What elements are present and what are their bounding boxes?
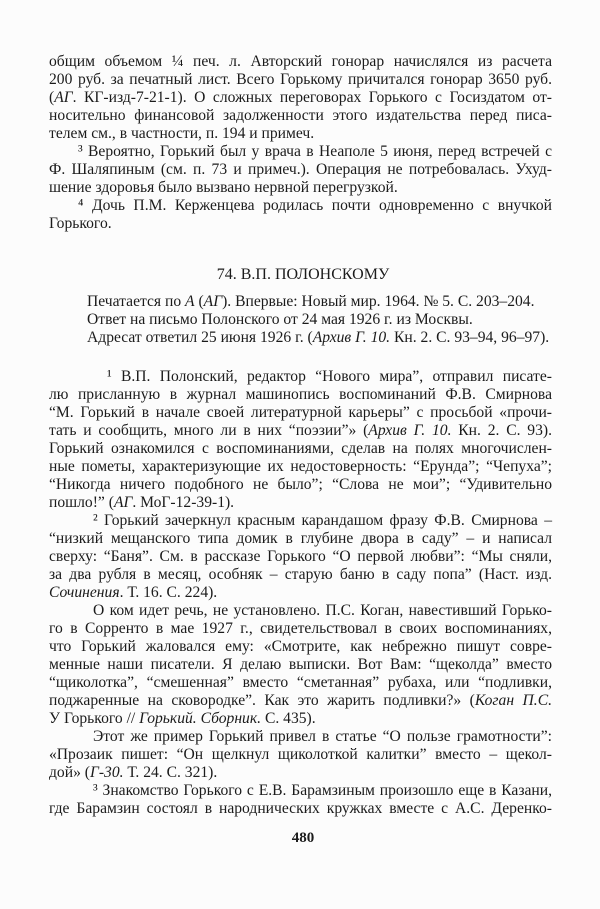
italic-reference: Архив Г. 10. — [368, 422, 452, 439]
paragraph — [49, 143, 552, 197]
paragraph — [49, 368, 552, 512]
text-line: (АГ. КГ-изд-7-21-1). О сложных переговорах Горького с Госиздатом от- — [49, 89, 552, 106]
text-line: общим объемом ¼ печ. л. Авторский гонорар начислялся из расчета — [49, 53, 552, 70]
source-info — [87, 293, 557, 347]
text-line: Ответ на письмо Полонского от 24 мая 1926 г. из Москвы. — [87, 311, 473, 328]
text-line: Этот же пример Горький привел в статье “О пользе грамотности”: — [93, 728, 552, 745]
text-line: менные наши писатели. Я делаю выписки. Вот Вам: “щеколда” вместо — [49, 656, 552, 673]
text-line: го в Сорренто в мае 1927 г., свидетельствовал в своих воспоминаниях, — [49, 620, 552, 637]
paragraph — [87, 293, 557, 347]
text-line: ⁴ Дочь П.М. Керженцева родилась почти одновременно с внучкой — [78, 197, 552, 214]
text-line: Сочинения. Т. 16. С. 224). — [49, 584, 218, 601]
text-line: «Прозаик пишет: “Он щелкнул щиколоткой калитки” вместо – щекол- — [49, 746, 552, 763]
text-line: “щиколотка”, “смешенная” вместо “сметанная” рубаха, или “подливки, — [49, 674, 552, 691]
text-line: Горький ознакомился с воспоминаниями, сделав на полях многочислен- — [49, 440, 552, 457]
italic-reference: Коган П.С. — [474, 692, 552, 709]
letter-heading: 74. В.П. ПОЛОНСКОМУ — [216, 266, 390, 283]
text-line: что Горький жаловался ему: «Смотрите, как небрежно пишут совре- — [49, 638, 552, 655]
page-number: 480 — [291, 830, 315, 846]
text-line: носительно финансовой задолженности этого издательства перед писа- — [49, 107, 552, 124]
text-line: ² Горький зачеркнул красным карандашом фразу Ф.В. Смирнова – — [93, 512, 552, 529]
text-line: тать и сообщить, много ли в них “поэзии”» (Архив Г. 10. Кн. 2. С. 93). — [49, 422, 552, 439]
text-line: сверху: “Баня”. См. в рассказе Горького “О первой любви”: “Мы сняли, — [49, 548, 552, 565]
paragraph — [49, 782, 552, 818]
text-line: У Горького // Горький. Сборник. С. 435). — [49, 710, 316, 727]
text-line: ³ Вероятно, Горький был у врача в Неаполе 5 июня, перед встречей с — [78, 143, 552, 160]
text-line: Печатается по А (АГ). Впервые: Новый мир. 1964. № 5. С. 203–204. — [87, 293, 535, 310]
paragraph — [49, 602, 552, 728]
paragraph — [49, 197, 552, 233]
text-line: ¹ В.П. Полонский, редактор “Нового мира”, отправил писате- — [107, 368, 552, 385]
paragraph — [49, 512, 552, 602]
text-line: где Барамзин состоял в народнических кружках вместе с А.С. Деренко- — [49, 800, 552, 817]
italic-reference: Г-30. — [89, 764, 124, 781]
text-line: ³ Знакомство Горького с Е.В. Барамзиным произошло еще в Казани, — [93, 782, 552, 799]
text-line: лю присланную в журнал машинопись воспоминаний Ф.В. Смирнова — [49, 386, 552, 403]
text-line: Ф. Шаляпиным (см. п. 73 и примеч.). Операция не потребовалась. Ухуд- — [49, 161, 552, 178]
text-line: Горького. — [49, 215, 112, 232]
notes-continuation — [49, 53, 552, 233]
paragraph — [49, 53, 552, 143]
text-line: телем см., в частности, п. 194 и примеч. — [49, 125, 315, 142]
text-line: ные пометы, характеризующие их недостоверность: “Ерунда”; “Чепуха”; — [49, 458, 552, 475]
text-line: “М. Горький в начале своей литературной карьеры” с просьбой «прочи- — [49, 404, 552, 421]
text-line: за два рубля в месяц, особняк – старую баню в саду попа” (Наст. изд. — [49, 566, 552, 583]
italic-reference: Архив Г. 10. — [312, 329, 391, 346]
text-line: Адресат ответил 25 июня 1926 г. (Архив Г. 10. Кн. 2. С. 93–94, 96–97). — [87, 329, 550, 346]
text-line: “Никогда ничего подобного не было”; “Слова не мои”; “Удивительно — [49, 476, 552, 493]
text-line: 200 руб. за печатный лист. Всего Горькому причитался гонорар 3650 руб. — [49, 71, 552, 88]
italic-reference: Горький. Сборник. — [139, 710, 262, 727]
text-line: пошло!” (АГ. МоГ-12-39-1). — [49, 494, 235, 511]
letter-notes — [49, 368, 552, 818]
italic-reference: АГ — [203, 293, 223, 310]
text-line: поджаренные на сковородке”. Как это жарить подливки?» (Коган П.С. — [49, 692, 552, 709]
text-line: “низкий мещанского типа домик в глубине двора в саду” – и написал — [49, 530, 552, 547]
text-line: О ком идет речь, не установлено. П.С. Коган, навестивший Горько- — [93, 602, 552, 619]
italic-reference: А — [185, 293, 195, 310]
italic-reference: АГ — [113, 494, 133, 511]
text-line: дой» (Г-30. Т. 24. С. 321). — [49, 764, 218, 781]
text-line: шение здоровья было вызвано нервной перегрузкой. — [49, 179, 398, 196]
italic-reference: Сочинения — [49, 584, 120, 601]
paragraph — [49, 728, 552, 782]
italic-reference: АГ — [54, 89, 73, 106]
